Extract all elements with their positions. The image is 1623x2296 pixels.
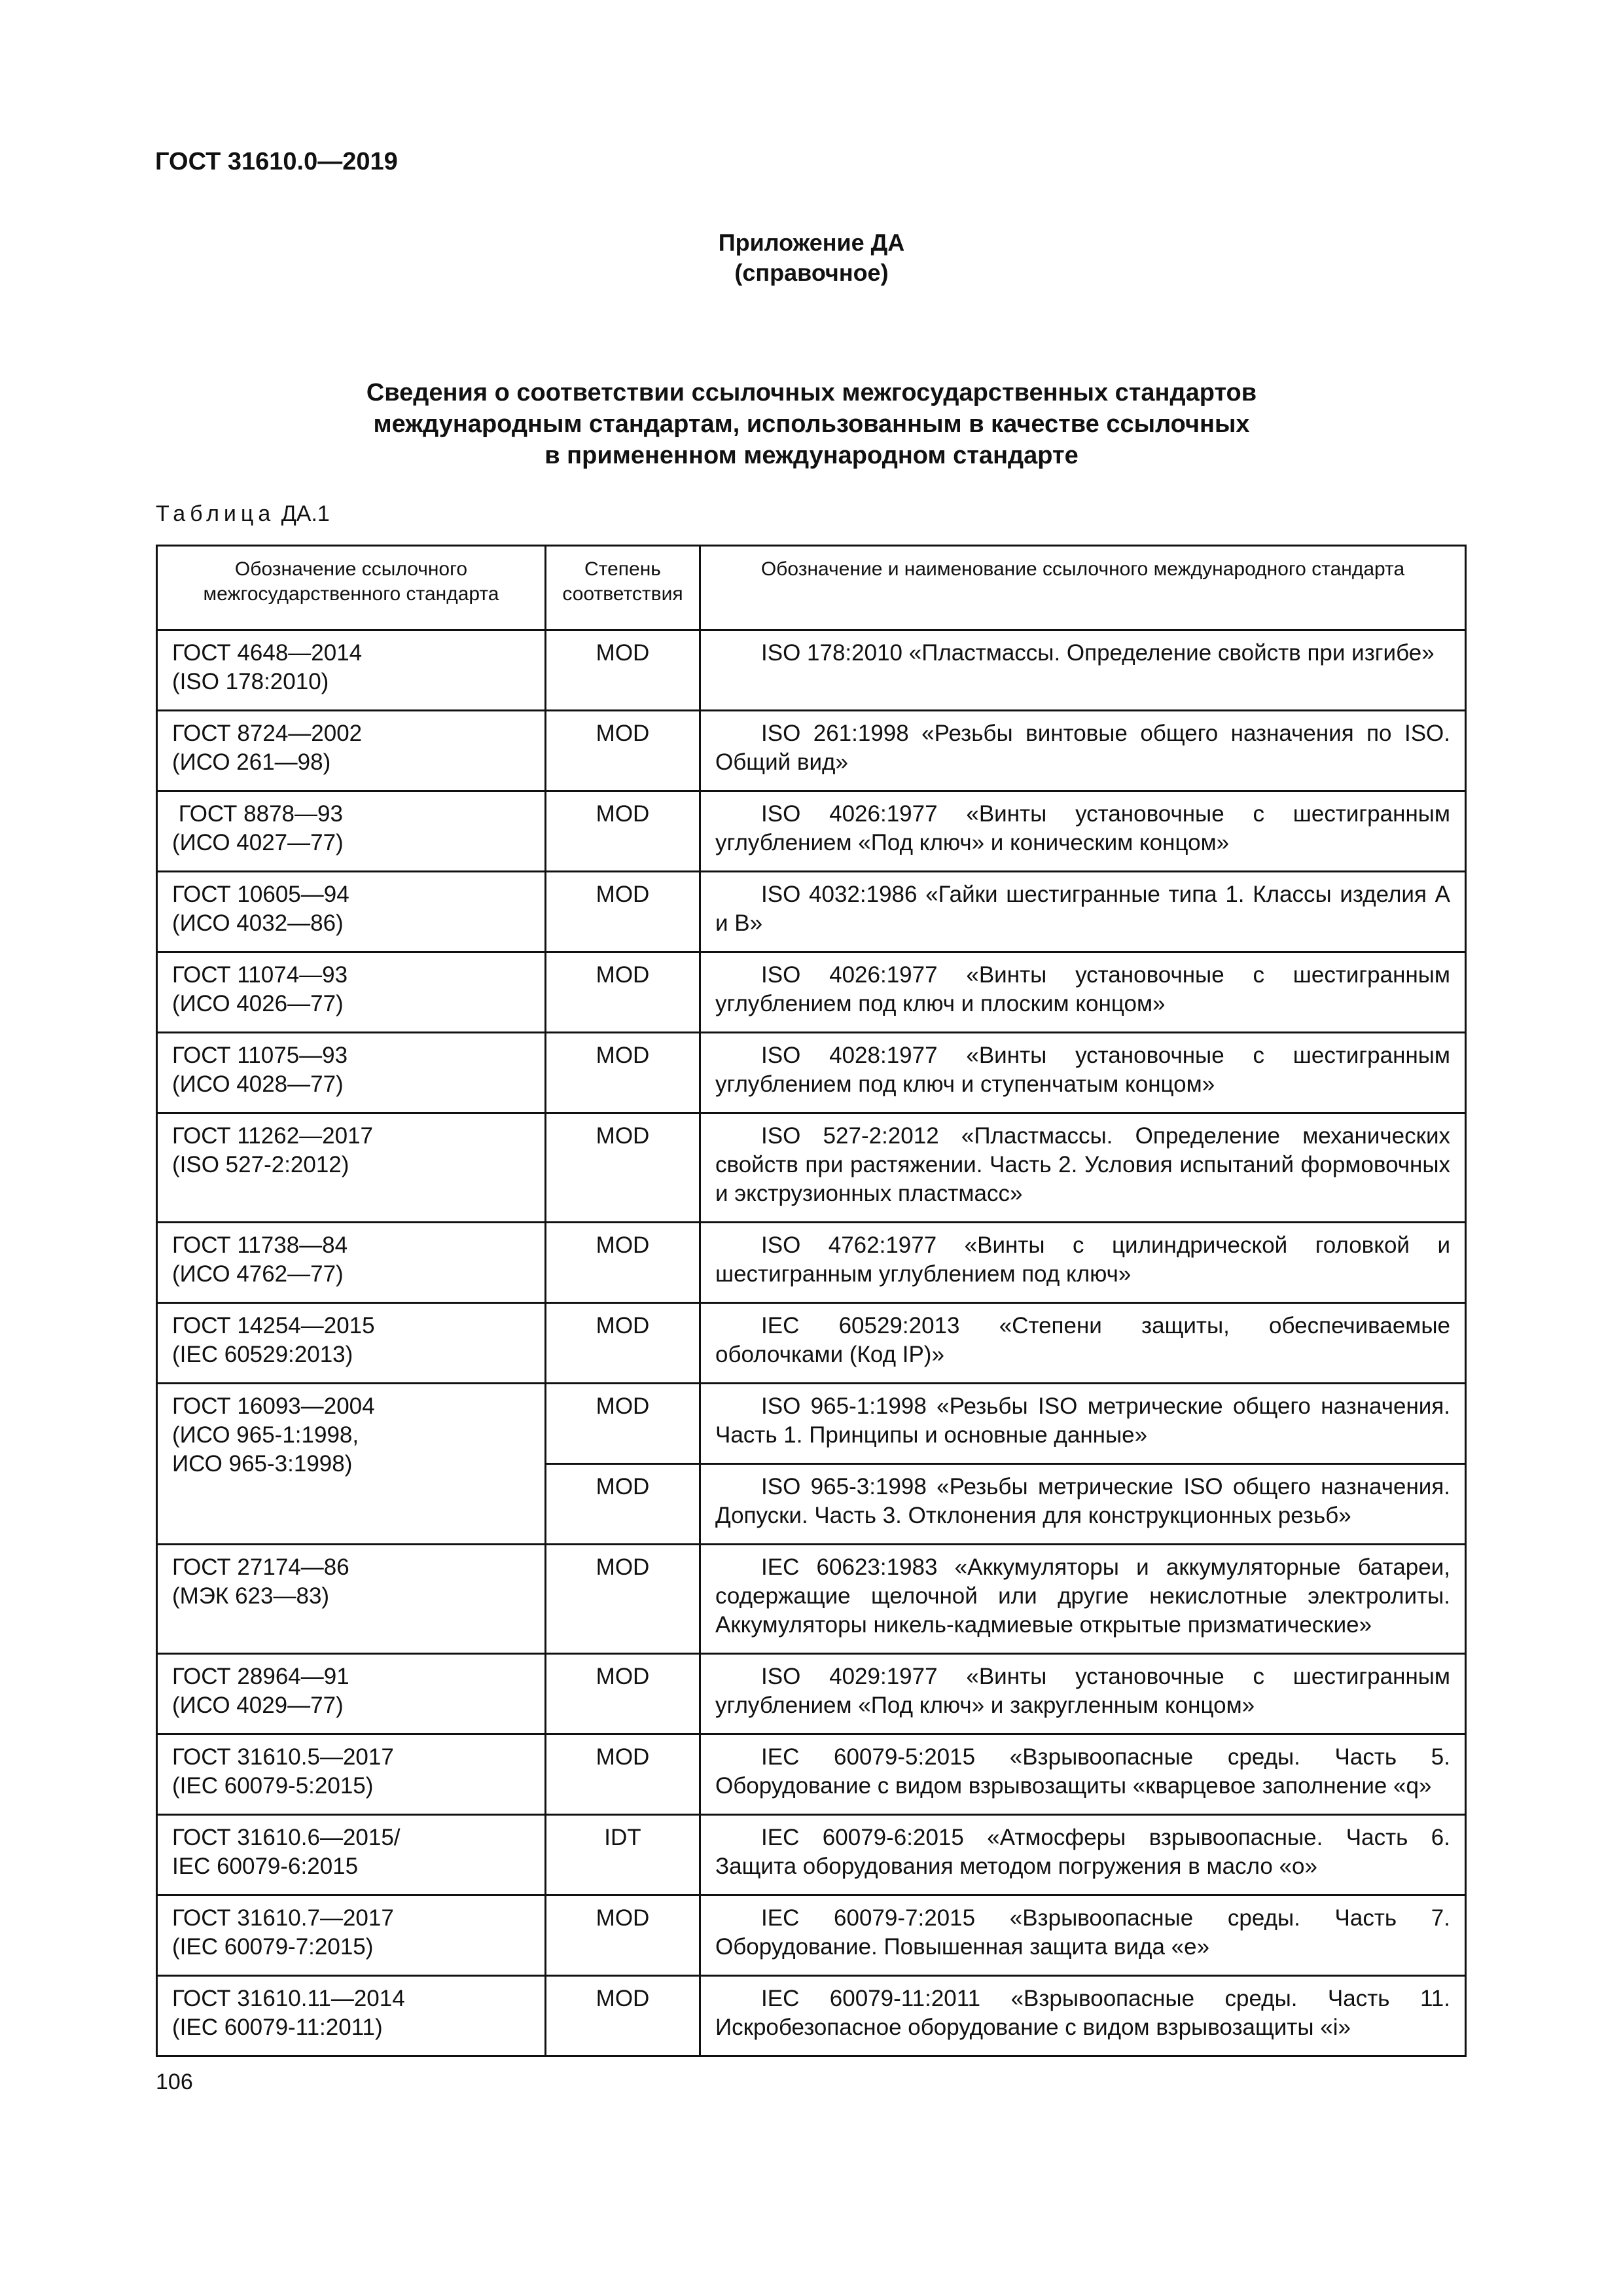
gost-line: ГОСТ 10605—94 [172, 882, 349, 907]
page-number: 106 [156, 2070, 193, 2094]
table-row [157, 872, 1466, 952]
standard-name-cell: ISO 4026:1977 «Винты установочные с шестигранным углублением «Под ключ» и коническим концом» [700, 791, 1466, 872]
standard-name-cell: ISO 965-3:1998 «Резьбы метрические ISO общего назначения. Допуски. Часть 3. Отклонения для конструкционных резьб» [700, 1464, 1466, 1545]
appendix-heading [0, 228, 1623, 288]
degree-cell: MOD [546, 1223, 700, 1303]
standard-name-cell: ISO 4032:1986 «Гайки шестигранные типа 1. Классы изделия А и В» [700, 872, 1466, 952]
table-row [157, 791, 1466, 872]
title-line: Сведения о соответствии ссылочных межгосударственных стандартов [366, 379, 1257, 406]
gost-cell [157, 872, 546, 952]
standard-name-cell: IEC 60079-5:2015 «Взрывоопасные среды. Часть 5. Оборудование с видом взрывозащиты «кварцевое заполнение «q» [700, 1734, 1466, 1815]
title-line: в примененном международном стандарте [544, 442, 1079, 469]
gost-line: (ISO 527-2:2012) [172, 1152, 349, 1177]
gost-line: ИСО 965-3:1998) [172, 1451, 353, 1477]
gost-line: ГОСТ 31610.6—2015/ [172, 1825, 401, 1850]
standard-name-cell: ISO 178:2010 «Пластмассы. Определение свойств при изгибе» [700, 630, 1466, 711]
degree-cell: MOD [546, 872, 700, 952]
gost-cell [157, 630, 546, 711]
gost-cell [157, 791, 546, 872]
gost-cell [157, 1976, 546, 2056]
degree-cell: MOD [546, 1545, 700, 1654]
degree-cell: MOD [546, 1654, 700, 1734]
header-gost-designation: Обозначение ссылочного межгосударственного стандарта [157, 546, 546, 630]
gost-line: ГОСТ 27174—86 [172, 1554, 349, 1580]
table-row [157, 1223, 1466, 1303]
gost-line: ГОСТ 11074—93 [172, 962, 348, 988]
standard-name-cell: IEC 60529:2013 «Степени защиты, обеспечиваемые оболочками (Код IP)» [700, 1303, 1466, 1384]
table-row [157, 1654, 1466, 1734]
gost-line: (ИСО 965-1:1998, [172, 1422, 359, 1448]
degree-cell: MOD [546, 1895, 700, 1976]
gost-cell [157, 1545, 546, 1654]
standard-name-cell: ISO 4762:1977 «Винты с цилиндрической головкой и шестигранным углублением под ключ» [700, 1223, 1466, 1303]
appendix-type: (справочное) [734, 259, 889, 286]
gost-cell [157, 1033, 546, 1113]
gost-line: ГОСТ 8724—2002 [172, 721, 363, 746]
degree-cell: IDT [546, 1815, 700, 1895]
standard-name-cell: IEC 60079-6:2015 «Атмосферы взрывоопасные. Часть 6. Защита оборудования методом погружения в масло «о» [700, 1815, 1466, 1895]
gost-line: (МЭК 623—83) [172, 1583, 330, 1609]
gost-line: ГОСТ 16093—2004 [172, 1393, 375, 1419]
gost-cell [157, 711, 546, 791]
degree-cell: MOD [546, 1734, 700, 1815]
gost-line: (IEC 60529:2013) [172, 1342, 353, 1367]
table-row [157, 1033, 1466, 1113]
table-row [157, 1545, 1466, 1654]
table-row [157, 1976, 1466, 2056]
degree-cell: MOD [546, 630, 700, 711]
gost-line: (ИСО 4029—77) [172, 1693, 344, 1718]
gost-cell [157, 1113, 546, 1223]
gost-cell [157, 1815, 546, 1895]
gost-line: ГОСТ 31610.5—2017 [172, 1744, 394, 1770]
document-code: ГОСТ 31610.0—2019 [155, 148, 398, 175]
reference-standards-table [156, 545, 1467, 2057]
standard-name-cell: ISO 965-1:1998 «Резьбы ISO метрические общего назначения. Часть 1. Принципы и основные данные» [700, 1384, 1466, 1464]
table-caption-word: Таблица [156, 501, 276, 526]
gost-cell [157, 952, 546, 1033]
gost-line: ГОСТ 28964—91 [172, 1664, 349, 1689]
gost-line: (ИСО 4026—77) [172, 991, 344, 1016]
standard-name-cell: IEC 60623:1983 «Аккумуляторы и аккумуляторные батареи, содержащие щелочной или другие некислотные электролиты. Аккумуляторы никель-кадмиевые открытые призматические» [700, 1545, 1466, 1654]
table-row [157, 1384, 1466, 1464]
appendix-label: Приложение ДА [718, 229, 905, 256]
gost-line: (IEC 60079-5:2015) [172, 1773, 374, 1799]
gost-line: (ИСО 261—98) [172, 749, 331, 775]
section-title [0, 377, 1623, 471]
gost-line: ГОСТ 11075—93 [172, 1043, 348, 1068]
gost-line: ГОСТ 11262—2017 [172, 1123, 374, 1149]
title-line: международным стандартам, использованным в качестве ссылочных [373, 410, 1250, 438]
standard-name-cell: ISO 527-2:2012 «Пластмассы. Определение механических свойств при растяжении. Часть 2. Условия испытаний формовочных и экструзионных пластмасс» [700, 1113, 1466, 1223]
gost-line: (ИСО 4032—86) [172, 910, 344, 936]
degree-cell: MOD [546, 1976, 700, 2056]
gost-line: (IEC 60079-7:2015) [172, 1934, 374, 1960]
gost-cell [157, 1303, 546, 1384]
gost-cell [157, 1223, 546, 1303]
standard-name-cell: ISO 4028:1977 «Винты установочные с шестигранным углублением под ключ и ступенчатым концом» [700, 1033, 1466, 1113]
gost-line: (ISO 178:2010) [172, 669, 329, 694]
gost-line: (ИСО 4762—77) [172, 1261, 344, 1287]
table-row [157, 630, 1466, 711]
table-caption-number: ДА.1 [281, 501, 330, 526]
gost-line: ГОСТ 11738—84 [172, 1232, 348, 1258]
table-row [157, 1113, 1466, 1223]
gost-cell [157, 1895, 546, 1976]
table-row [157, 711, 1466, 791]
table-row [157, 1734, 1466, 1815]
degree-cell: MOD [546, 1464, 700, 1545]
standard-name-cell: ISO 261:1998 «Резьбы винтовые общего назначения по ISO. Общий вид» [700, 711, 1466, 791]
gost-line: (IEC 60079-11:2011) [172, 2015, 383, 2040]
degree-cell: MOD [546, 711, 700, 791]
degree-cell: MOD [546, 1384, 700, 1464]
header-international-standard: Обозначение и наименование ссылочного международного стандарта [700, 546, 1466, 630]
table-caption [156, 501, 330, 527]
header-degree: Степень соответствия [546, 546, 700, 630]
gost-cell [157, 1654, 546, 1734]
gost-line: (ИСО 4028—77) [172, 1071, 344, 1097]
gost-line: ГОСТ 4648—2014 [172, 640, 363, 666]
table-row [157, 1895, 1466, 1976]
gost-line: ГОСТ 8878—93 [172, 801, 343, 827]
standard-name-cell: ISO 4026:1977 «Винты установочные с шестигранным углублением под ключ и плоским концом» [700, 952, 1466, 1033]
gost-line: ГОСТ 31610.7—2017 [172, 1905, 394, 1931]
table-row [157, 952, 1466, 1033]
degree-cell: MOD [546, 1303, 700, 1384]
table-row [157, 1303, 1466, 1384]
gost-cell [157, 1734, 546, 1815]
degree-cell: MOD [546, 1033, 700, 1113]
table-row [157, 1815, 1466, 1895]
gost-line: ГОСТ 31610.11—2014 [172, 1986, 405, 2011]
gost-line: (ИСО 4027—77) [172, 830, 344, 855]
table-header-row [157, 546, 1466, 630]
standard-name-cell: IEC 60079-11:2011 «Взрывоопасные среды. Часть 11. Искробезопасное оборудование с видом взрывозащиты «i» [700, 1976, 1466, 2056]
gost-line: ГОСТ 14254—2015 [172, 1313, 375, 1338]
degree-cell: MOD [546, 1113, 700, 1223]
gost-line: IEC 60079-6:2015 [172, 1854, 359, 1879]
degree-cell: MOD [546, 791, 700, 872]
standard-name-cell: ISO 4029:1977 «Винты установочные с шестигранным углублением «Под ключ» и закругленным концом» [700, 1654, 1466, 1734]
standard-name-cell: IEC 60079-7:2015 «Взрывоопасные среды. Часть 7. Оборудование. Повышенная защита вида «е» [700, 1895, 1466, 1976]
degree-cell: MOD [546, 952, 700, 1033]
gost-cell [157, 1384, 546, 1545]
